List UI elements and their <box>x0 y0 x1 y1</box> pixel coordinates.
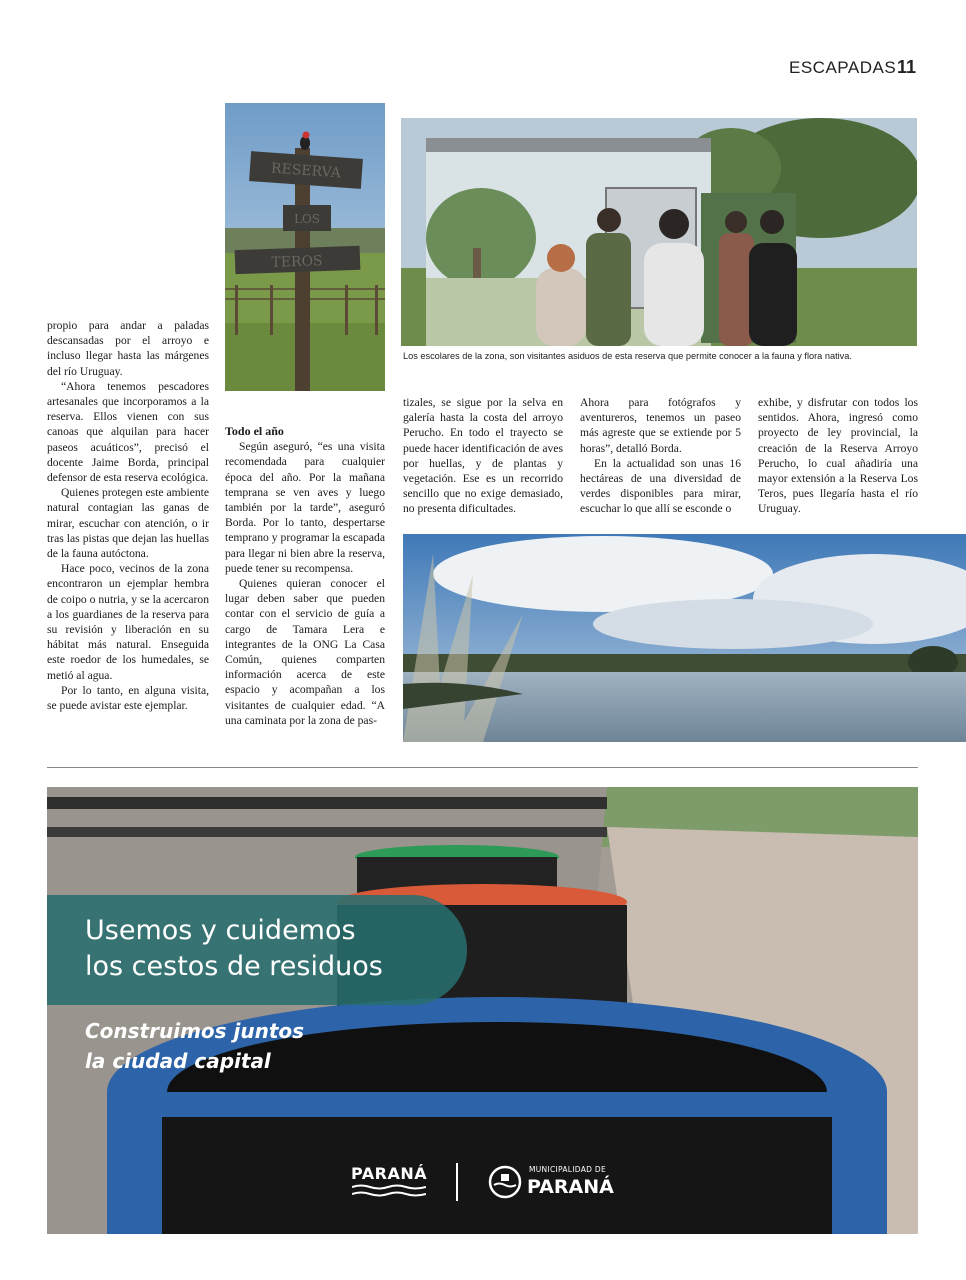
column-3 <box>403 395 563 517</box>
paragraph: En la actualidad son unas 16 hectáreas de una diversidad de verdes disponibles para mirar, escuchar lo que allí se esconde o <box>580 456 741 516</box>
ad-background <box>47 787 918 1234</box>
page-divider <box>47 767 918 768</box>
municipal-seal-icon <box>488 1165 522 1199</box>
advertisement <box>47 787 918 1234</box>
section-title: ESCAPADAS <box>789 58 897 77</box>
sign-word-3: TEROS <box>271 253 323 271</box>
ad-headline-line-1: Usemos y cuidemos <box>85 915 356 946</box>
ad-subline-line-2: la ciudad capital <box>85 1049 271 1073</box>
paragraph: tizales, se sigue por la selva en galería hasta la costa del arroyo Perucho. En todo el trayecto se puede hacer identificación de aves por huellas, y de plantas y vegetación. Ese es un recorrido sencillo que no exige demasiado, no presenta dificultades. <box>403 396 563 516</box>
column-1 <box>47 318 209 713</box>
photo-caption: Los escolares de la zona, son visitantes asiduos de esta reserva que permite conocer a la fauna y flora nativa. <box>403 351 852 361</box>
paragraph: exhibe, y disfrutar con todos los sentidos. Ahora, ingresó como proyecto de ley provincial, la creación de la Reserva Arroyo Perucho, lo cual añadiría una mayor extensión a la Reserva Los Teros, pues llegaría hasta el río Uruguay. <box>758 396 918 516</box>
municipalidad-label: MUNICIPALIDAD DE <box>529 1165 607 1174</box>
ad-subline-line-1: Construimos juntos <box>85 1019 305 1043</box>
landscape-photo <box>403 534 966 742</box>
column-2 <box>225 424 385 728</box>
group-photo <box>401 118 917 346</box>
page-number: 11 <box>897 57 917 77</box>
sign-photo <box>225 103 385 391</box>
paragraph: Según aseguró, “es una visita recomendada para cualquier época del año. Por la mañana temprana se ven aves y luego también por la tarde”, aseguró Borda. Por lo tanto, despertarse temprano y programar la escapada para llegar ni bien abre la reserva, puede tener su recompensa. <box>225 440 385 575</box>
column-4 <box>580 395 741 517</box>
parana-logo: PARANÁ <box>351 1164 428 1183</box>
subheading: Todo el año <box>225 424 284 438</box>
column-5 <box>758 395 918 517</box>
paragraph: “Ahora tenemos pescadores artesanales que incorporamos a la reserva. Ellos vienen con sus canoas que alquilan para hacer paseos acuáticos”, precisó el docente Jaime Borda, principal defensor de esta reserva ecológica. <box>47 379 209 485</box>
sign-word-1: RESERVA <box>270 160 342 182</box>
group-illustration <box>401 118 917 346</box>
ad-subline <box>85 1016 304 1076</box>
paragraph: Hace poco, vecinos de la zona encontraron un ejemplar hembra de coipo o nutria, y se la acercaron a los guardianes de la reserva para su revisión y liberación en su hábitat más natural. Enseguida este roedor de los humedales, se metió al agua. <box>47 562 209 682</box>
sign-illustration <box>225 103 385 391</box>
landscape-illustration <box>403 534 966 742</box>
paragraph: Por lo tanto, en alguna visita, se puede avistar este ejemplar. <box>47 683 209 713</box>
sign-word-2: LOS <box>293 212 321 226</box>
logo-divider <box>456 1163 458 1201</box>
paragraph: Ahora para fotógrafos y aventureros, tenemos un paseo más agreste que se extiende por 5 horas”, detalló Borda. <box>580 396 741 455</box>
ad-headline <box>85 913 383 985</box>
paragraph: Quienes protegen este ambiente natural contagian las ganas de mirar, escuchar con atención, o ir tras las pistas que dejan las huellas de la fauna autóctona. <box>47 486 209 561</box>
municipalidad-name: PARANÁ <box>527 1176 614 1198</box>
ad-headline-line-2: los cestos de residuos <box>85 951 383 982</box>
paragraph: Quienes quieran conocer el lugar deben saber que pueden contar con el servicio de guía a cargo de Tamara Lera e integrantes de la ONG La Casa Común, quienes comparten información acerca de este espacio y acompañan a los visitantes de cualquier edad. “A una caminata por la zona de pas- <box>225 577 385 727</box>
paragraph: propio para andar a paladas descansadas por el arroyo e incluso llegar hasta las márgenes del río Uruguay. <box>47 319 209 378</box>
parana-waves-icon <box>352 1184 426 1198</box>
